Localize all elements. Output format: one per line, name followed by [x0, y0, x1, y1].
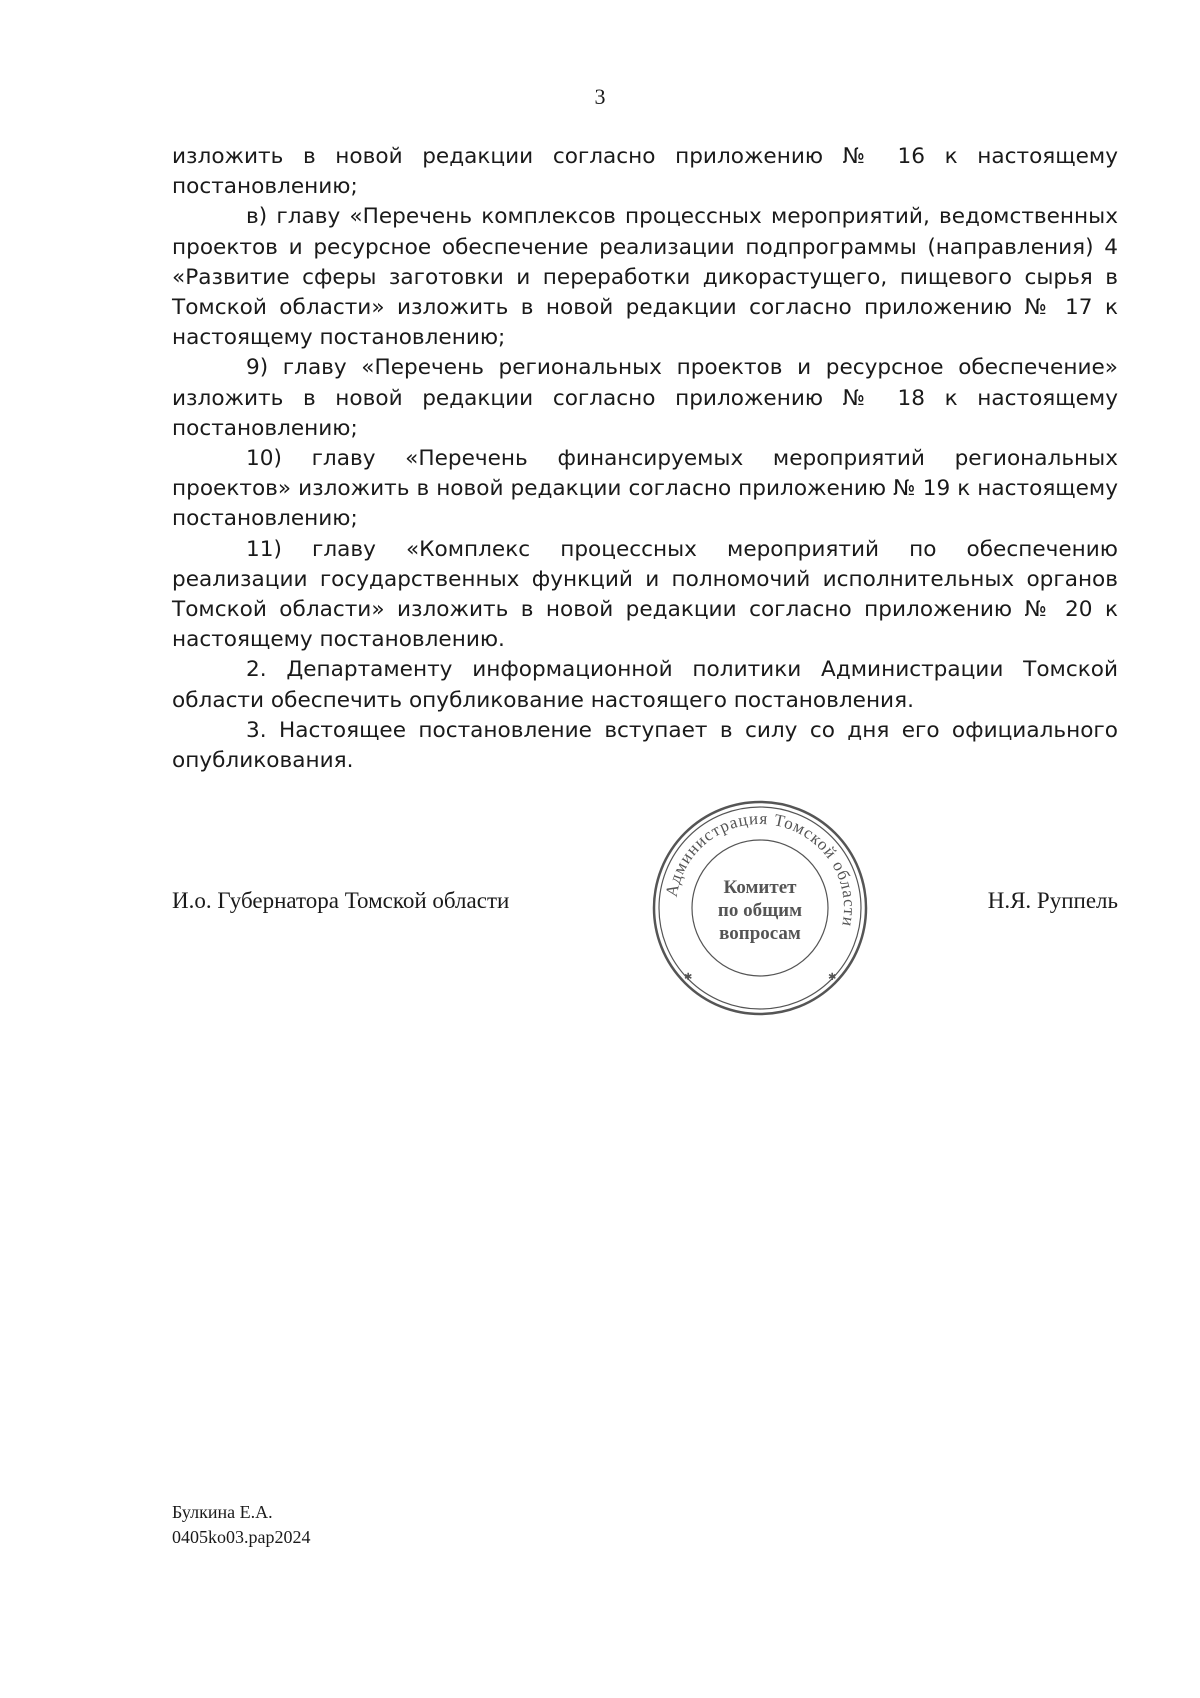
svg-text:✱: ✱: [684, 972, 693, 983]
official-stamp: [650, 798, 870, 1018]
paragraph: 11) главу «Комплекс процессных мероприятий по обеспечению реализации государственных функций и полномочий исполнительных органов Томской области» изложить в новой редакции согласно приложению № 20 к настоящему постановлению.: [172, 536, 1118, 653]
document-body: [172, 142, 1118, 776]
paragraph: 2. Департаменту информационной политики Администрации Томской области обеспечить опубликование настоящего постановления.: [172, 657, 1118, 713]
paragraph: 10) главу «Перечень финансируемых мероприятий региональных проектов» изложить в новой редакции согласно приложению № 19 к настоящему постановлению;: [172, 446, 1118, 532]
svg-text:✱: ✱: [828, 972, 837, 983]
stamp-line-3: вопросам: [719, 923, 801, 944]
signer-title: И.о. Губернатора Томской области: [172, 888, 510, 913]
stamp-seal-icon: [650, 798, 870, 1018]
paragraph: изложить в новой редакции согласно приложению № 16 к настоящему постановлению;: [172, 144, 1118, 200]
file-code: 0405ko03.pap2024: [172, 1527, 311, 1547]
paragraph: 3. Настоящее постановление вступает в силу со дня его официального опубликования.: [172, 717, 1118, 774]
stamp-line-2: по общим: [717, 900, 803, 921]
paragraph: в) главу «Перечень комплексов процессных мероприятий, ведомственных проектов и ресурсное обеспечение реализации подпрограммы (направления) 4 «Развитие сферы заготовки и переработки дикорастущего, пищевого сырья в Томской области» изложить в новой редакции согласно приложению № 17 к настоящему постановлению;: [172, 204, 1118, 351]
stamp-line-1: Комитет: [723, 877, 797, 898]
signature-block: [172, 888, 1118, 922]
executor-info: [172, 1500, 311, 1550]
signer-name: Н.Я. Руппель: [987, 888, 1118, 913]
executor-name: Булкина Е.А.: [172, 1502, 273, 1522]
page-number: 3: [594, 84, 606, 109]
stamp-ring-text: Администрация Томской области: [661, 808, 860, 929]
paragraph: 9) главу «Перечень региональных проектов и ресурсное обеспечение» изложить в новой редакции согласно приложению № 18 к настоящему постановлению;: [172, 355, 1118, 441]
